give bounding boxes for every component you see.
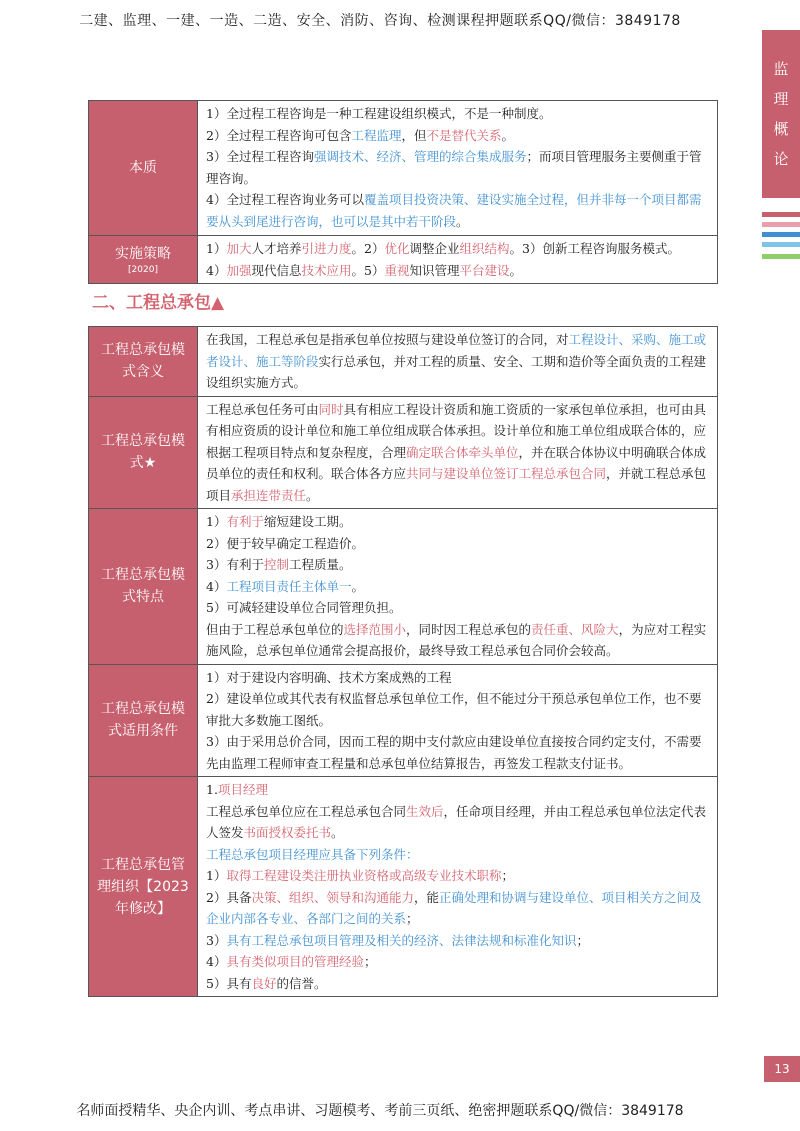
condition-item-3: 3）由于采用总价合同，因而工程的期中支付款应由建设单位直接按合同约定支付，不需要先由监理工程师审查工程量和总承包单位结算报告，再签发工程款支付证书。 bbox=[206, 734, 702, 771]
decor-stripe-lightblue bbox=[762, 242, 800, 247]
row-label-features: 工程总承包模式特点 bbox=[89, 509, 198, 665]
decor-stripe-red bbox=[762, 212, 800, 217]
row-label-conditions: 工程总承包模式适用条件 bbox=[89, 664, 198, 777]
strategy-line-2: 4）加强现代信息技术应用。5）重视知识管理平台建设。 bbox=[206, 262, 523, 278]
org-para: 工程总承包单位应在工程总承包合同生效后，任命项目经理，并由工程总承包单位法定代表人签发书面授权委托书。 bbox=[206, 803, 707, 840]
table-consulting bbox=[88, 100, 718, 284]
essence-item-3: 3）全过程工程咨询强调技术、经济、管理的综合集成服务；而项目管理服务主要侧重于管理咨询。 bbox=[206, 149, 702, 186]
row-label-meaning: 工程总承包模式含义 bbox=[89, 327, 198, 397]
org-item-4: 4）具有类似项目的管理经验； bbox=[206, 954, 377, 969]
side-tab-char: 监 bbox=[773, 60, 789, 78]
org-item-2: 2）具备决策、组织、领导和沟通能力，能正确处理和协调与建设单位、项目相关方之间及企业内部各专业、各部门之间的关系； bbox=[206, 889, 702, 926]
condition-item-2: 2）建设单位或其代表有权监督总承包单位工作，但不能过分干预总承包单位工作，也不要审批大多数施工图纸。 bbox=[206, 691, 702, 728]
essence-item-4: 4）全过程工程咨询业务可以覆盖项目投资决策、建设实施全过程，但并非每一个项目都需要从头到尾进行咨询，也可以是其中若干阶段。 bbox=[206, 192, 702, 229]
row-label-mode: 工程总承包模式★ bbox=[89, 396, 198, 509]
table-row-strategy bbox=[89, 236, 718, 284]
table-row-mode bbox=[89, 396, 718, 509]
feature-item-1: 1）有利于缩短建设工期。 bbox=[206, 514, 352, 529]
row-content-features bbox=[198, 509, 718, 665]
feature-item-2: 2）便于较早确定工程造价。 bbox=[206, 535, 364, 551]
row-label-essence: 本质 bbox=[89, 101, 198, 236]
org-conditions-intro: 工程总承包项目经理应具备下列条件： bbox=[206, 846, 419, 862]
table-row-meaning bbox=[89, 327, 718, 397]
row-content-mode: 工程总承包任务可由同时具有相应工程设计资质和施工资质的一家承包单位承担，也可由具有相应资质的设计单位和施工单位组成联合体承担。设计单位和施工单位组成联合体的，应根据工程项目特点和复杂程度，合理确定联合体牵头单位，并在联合体协议中明确联合体成员单位的责任和权利。联合体各方应共同与建设单位签订工程总承包合同，并就工程总承包项目承担连带责任。 bbox=[198, 396, 718, 509]
side-tab-char: 理 bbox=[773, 90, 789, 108]
decor-stripe-green bbox=[762, 254, 800, 259]
table-row-essence bbox=[89, 101, 718, 236]
row-label-org: 工程总承包管理组织【2023年修改】 bbox=[89, 777, 198, 997]
section-title: 二、工程总承包▲ bbox=[92, 293, 225, 313]
row-content-meaning: 在我国，工程总承包是指承包单位按照与建设单位签订的合同，对工程设计、采购、施工或者设计、施工等阶段实行总承包，并对工程的质量、安全、工期和造价等全面负责的工程建设组织实施方式。 bbox=[198, 327, 718, 397]
org-item-5: 5）具有良好的信誉。 bbox=[206, 975, 327, 991]
page-number: 13 bbox=[764, 1056, 800, 1082]
decor-stripe-blue bbox=[762, 232, 800, 237]
feature-item-4: 4）工程项目责任主体单一。 bbox=[206, 578, 364, 594]
table-epc bbox=[88, 326, 718, 997]
side-tab-char: 论 bbox=[773, 150, 789, 168]
year-badge: [2020] bbox=[128, 265, 158, 275]
feature-item-3: 3）有利于控制工程质量。 bbox=[206, 557, 352, 572]
org-item-3: 3）具有工程总承包项目管理及相关的经济、法律法规和标准化知识； bbox=[206, 932, 589, 948]
org-item-1: 1）取得工程建设类注册执业资格或高级专业技术职称； bbox=[206, 868, 514, 883]
side-chapter-tab bbox=[762, 30, 800, 198]
table-row-conditions bbox=[89, 664, 718, 777]
feature-note: 但由于工程总承包单位的选择范围小，同时因工程总承包的责任重、风险大，为应对工程实施风险，总承包单位通常会提高报价，最终导致工程总承包合同价会较高。 bbox=[206, 621, 707, 658]
row-content-essence bbox=[198, 101, 718, 236]
row-label-strategy: 实施策略 [2020] bbox=[89, 236, 198, 284]
essence-item-2: 2）全过程工程咨询可包含工程监理，但不是替代关系。 bbox=[206, 127, 515, 143]
decor-stripe-pink bbox=[762, 222, 800, 227]
condition-item-1: 1）对于建设内容明确、技术方案成熟的工程 bbox=[206, 669, 452, 685]
table-row-features bbox=[89, 509, 718, 665]
bottom-banner: 名师面授精华、央企内训、考点串讲、习题模考、考前三页纸、绝密押题联系QQ/微信：3849178 bbox=[76, 1103, 684, 1119]
side-tab-char: 概 bbox=[773, 120, 789, 138]
row-content-org bbox=[198, 777, 718, 997]
feature-item-5: 5）可减轻建设单位合同管理负担。 bbox=[206, 600, 402, 615]
row-content-strategy bbox=[198, 236, 718, 284]
row-content-conditions bbox=[198, 664, 718, 777]
essence-item-1: 1）全过程工程咨询是一种工程建设组织模式，不是一种制度。 bbox=[206, 106, 552, 121]
org-heading: 1.项目经理 bbox=[206, 782, 268, 797]
strategy-line-1: 1）加大人才培养引进力度。2）优化调整企业组织结构。3）创新工程咨询服务模式。 bbox=[206, 241, 680, 256]
table-row-org bbox=[89, 777, 718, 997]
top-banner: 二建、监理、一建、一造、二造、安全、消防、咨询、检测课程押题联系QQ/微信：3849178 bbox=[79, 13, 681, 29]
